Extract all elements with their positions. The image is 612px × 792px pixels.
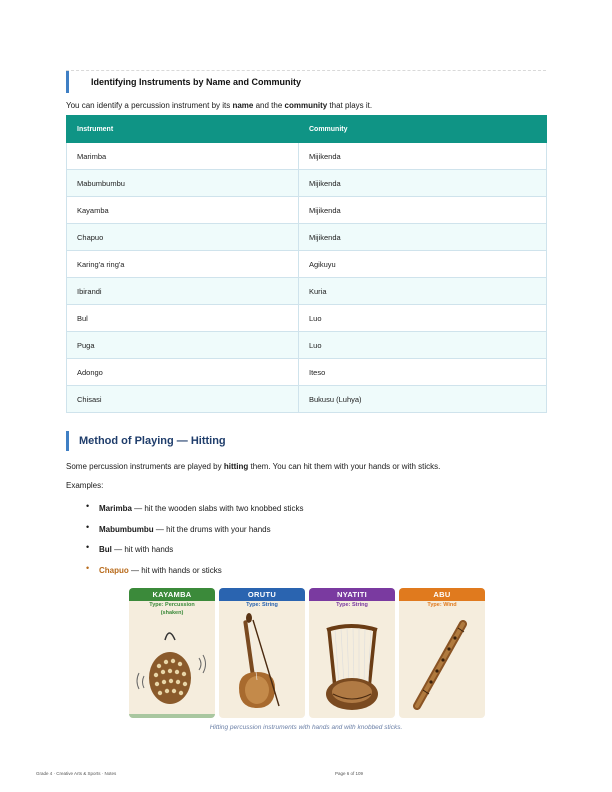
- intro-text: and the: [253, 101, 285, 110]
- card-title: NYATITI: [309, 588, 395, 601]
- community-cell: Mijikenda: [299, 197, 547, 224]
- table-row: [67, 278, 547, 305]
- column-header-community: Community: [299, 116, 547, 143]
- bullet-name: Chapuo: [99, 565, 129, 575]
- list-item: [86, 501, 304, 525]
- table-row: [67, 359, 547, 386]
- bullet-text: — hit with hands or sticks: [128, 565, 222, 575]
- table-row: [67, 224, 547, 251]
- nyatiti-lyre-icon: [309, 610, 395, 718]
- card-type: Type: Wind: [427, 602, 457, 608]
- bullet-name: Marimba: [99, 504, 132, 513]
- table-row: [67, 305, 547, 332]
- instrument-cards-figure: [129, 588, 484, 718]
- footer-page-number: Page 6 of 109: [335, 771, 364, 776]
- bullet-dot: •: [86, 562, 90, 573]
- intro-text: You can identify a percussion instrument by its: [66, 101, 233, 110]
- table-row: [67, 332, 547, 359]
- bullet-text: — hit the drums with your hands: [153, 524, 271, 534]
- table-row: [67, 170, 547, 197]
- table-header-row: [67, 116, 547, 143]
- intro-bold-community: community: [284, 101, 328, 110]
- section-title: Identifying Instruments by Name and Community: [91, 77, 302, 87]
- table-row: [67, 386, 547, 413]
- instrument-cell: Chapuo: [67, 224, 299, 251]
- section-heading-identifying: [66, 71, 301, 93]
- bullet-text: — hit the wooden slabs with two knobbed sticks: [131, 504, 304, 513]
- card-type: Type: String: [336, 602, 368, 608]
- card-title: KAYAMBA: [129, 588, 215, 601]
- card-title: ORUTU: [219, 588, 305, 601]
- section-heading-hitting: [66, 431, 226, 451]
- footer-left: Grade 4 · Creative Arts & Sports · Notes: [36, 771, 117, 776]
- abu-flute-icon: [399, 610, 485, 718]
- card-kayamba: [129, 588, 215, 718]
- bullet-name: Bul: [99, 545, 112, 554]
- instrument-cell: Ibirandi: [67, 278, 299, 305]
- instrument-cell: Chisasi: [67, 386, 299, 413]
- card-nyatiti: [309, 588, 395, 718]
- bullet-dot: •: [86, 501, 90, 511]
- community-cell: Iteso: [299, 359, 547, 386]
- card-type: Type: String: [246, 602, 278, 608]
- community-cell: Mijikenda: [299, 224, 547, 251]
- paragraph-text: Some percussion instruments are played by: [66, 462, 224, 471]
- community-cell: Luo: [299, 332, 547, 359]
- table-row: [67, 143, 547, 170]
- list-item: [86, 542, 304, 566]
- bullet-text: — hit with hands: [111, 545, 174, 554]
- orutu-fiddle-icon: [219, 610, 305, 718]
- community-cell: Luo: [299, 305, 547, 332]
- list-item: [86, 521, 304, 546]
- card-type-detail: (shaken): [160, 610, 184, 616]
- card-title: ABU: [399, 588, 485, 601]
- heading-accent-bar: [66, 71, 69, 93]
- community-cell: Kuria: [299, 278, 547, 305]
- section-title: Method of Playing — Hitting: [79, 435, 226, 447]
- paragraph-bold: hitting: [223, 462, 249, 471]
- instrument-cell: Mabumbumbu: [67, 170, 299, 197]
- intro-paragraph: [66, 101, 372, 111]
- community-cell: Mijikenda: [299, 143, 547, 170]
- card-orutu: [219, 588, 305, 718]
- card-abu: [399, 588, 485, 718]
- community-cell: Mijikenda: [299, 170, 547, 197]
- community-cell: Agikuyu: [299, 251, 547, 278]
- instrument-cell: Puga: [67, 332, 299, 359]
- community-cell: Bukusu (Luhya): [299, 386, 547, 413]
- instruments-table: [66, 115, 547, 413]
- kayamba-shaker-icon: [129, 618, 215, 718]
- paragraph-text: them. You can hit them with your hands or with sticks.: [248, 462, 441, 471]
- examples-label: Examples:: [66, 481, 104, 490]
- hitting-paragraph: [66, 462, 440, 472]
- table-row: [67, 197, 547, 224]
- instrument-cell: Karing'a ring'a: [67, 251, 299, 278]
- instrument-cell: Bul: [67, 305, 299, 332]
- heading-accent-bar: [66, 431, 69, 451]
- instrument-cell: Kayamba: [67, 197, 299, 224]
- intro-bold-name: name: [232, 101, 254, 110]
- examples-list: [86, 501, 304, 586]
- bullet-dot: •: [86, 521, 90, 532]
- table-row: [67, 251, 547, 278]
- bullet-name: Mabumbumbu: [99, 524, 154, 534]
- bullet-dot: •: [86, 542, 90, 552]
- column-header-instrument: Instrument: [67, 116, 299, 143]
- instrument-cell: Marimba: [67, 143, 299, 170]
- list-item: [86, 562, 304, 587]
- instrument-cell: Adongo: [67, 359, 299, 386]
- intro-text: that plays it.: [327, 101, 373, 110]
- card-type: Type: Percussion: [149, 602, 195, 608]
- figure-caption: Hitting percussion instruments with hands and with knobbed sticks.: [209, 724, 403, 731]
